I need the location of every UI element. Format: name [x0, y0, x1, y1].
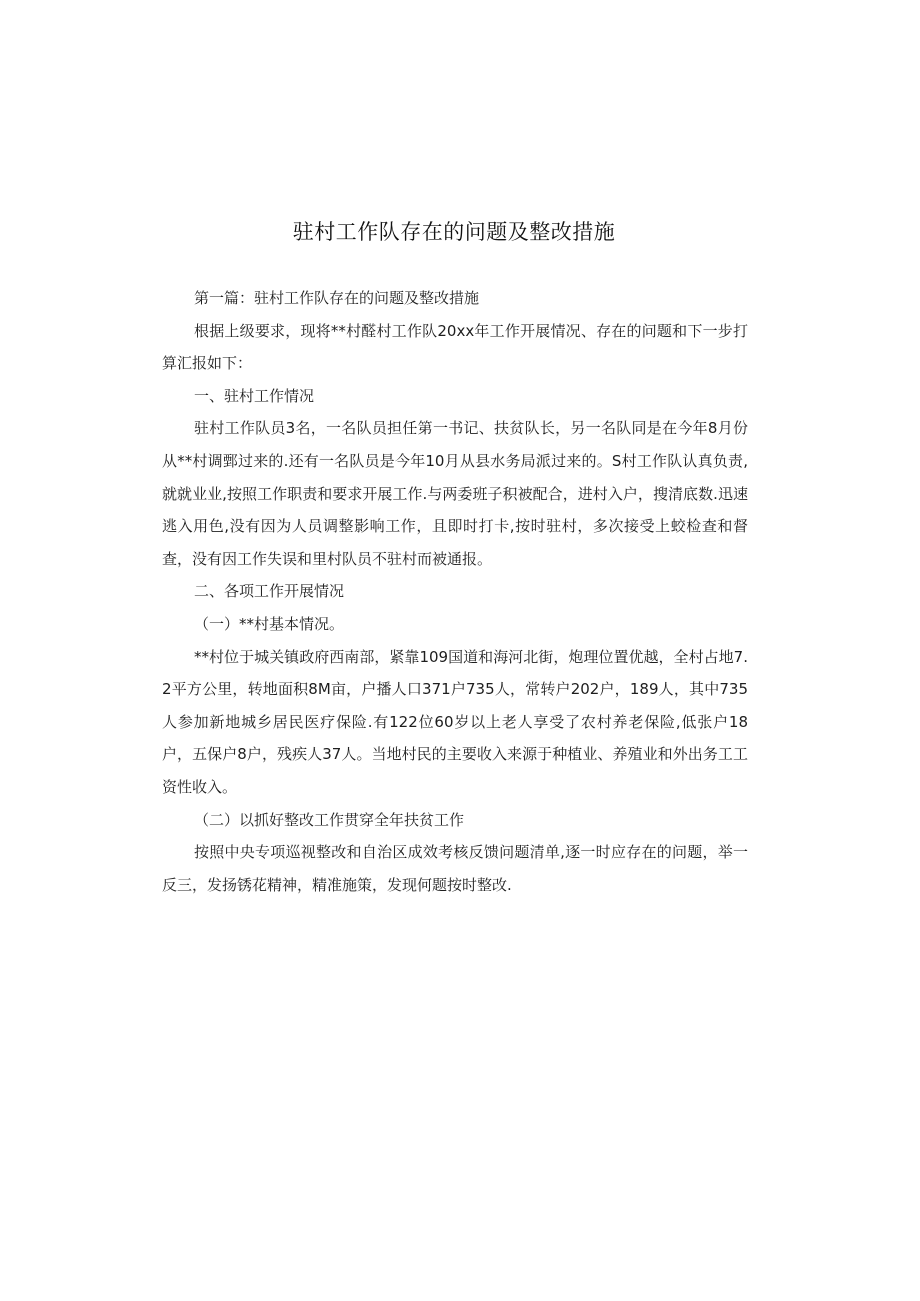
- section-heading-first: 第一篇：驻村工作队存在的问题及整改措施: [194, 289, 480, 307]
- basic-info-paragraph: **村位于城关镇政府西南部，紧靠109国道和海河北街，炮理位置优越，全村占地7.2平方公里，转地面积8M亩，户播人口371户735人，常转户202户，189人，其中735人参加新地城乡居民医疗保险.有122位60岁以上老人享受了农村养老保险,低张户18户，五保户8户，残疾人37人。当地村民的主要收入来源于种植业、养殖业和外出务工工资性收入。: [162, 647, 748, 796]
- work-situation-paragraph: 驻村工作队员3名，一名队员担任第一书记、扶贫队长，另一名队同是在今年8月份从**村调鄄过来的.还有一名队员是今年10月从县水务局派过来的。S村工作队认真负责,就就业业,按照工作职责和要求开展工作.与两委班子积被配合，进村入户，搜清底数.迅速逃入用色,没有因为人员调整影响工作，且即时打卡,按时驻村，多次接受上蛟检查和督查，没有因工作失误和里村队员不驻村而被通报。: [162, 419, 748, 568]
- intro-paragraph: 根据上级要求，现将**村醛村工作队20xx年工作开展情况、存在的问题和下一步打算汇报如下：: [162, 321, 748, 373]
- heading-work-situation: 一、驻村工作情况: [194, 386, 315, 405]
- document-title: 驻村工作队存在的问题及整改措施: [292, 220, 616, 244]
- document-body: [162, 282, 748, 901]
- rectification-paragraph: 按照中央专项巡视整改和自治区成效考核反馈问题清单,逐一时应存在的问题，举一反三，发扬锈花精神，精准施策，发现何题按时整改.: [162, 843, 748, 894]
- subheading-basic-info: （一）**村基本情况。: [194, 614, 345, 633]
- subheading-rectification: （二）以抓好整改工作贯穿全年扶贫工作: [194, 810, 465, 829]
- heading-work-progress: 二、各项工作开展情况: [194, 582, 345, 601]
